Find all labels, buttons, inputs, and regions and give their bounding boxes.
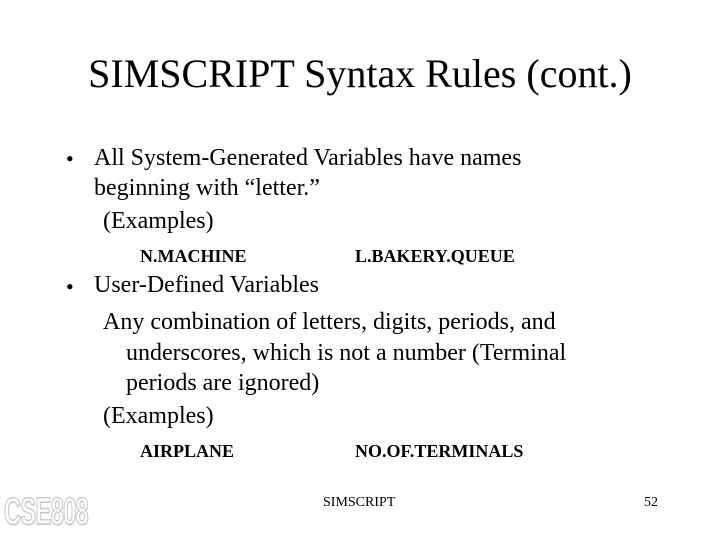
bullet-marker: • <box>66 146 74 171</box>
example-user-variable-2: NO.OF.TERMINALS <box>355 441 524 461</box>
bullet1-line2: beginning with “letter.” <box>94 175 320 201</box>
bullet2-line4: periods are ignored) <box>126 370 320 396</box>
example-system-variable-1: N.MACHINE <box>140 246 247 266</box>
bullet2-examples-label: (Examples) <box>103 403 214 429</box>
bullet-marker: • <box>66 274 74 299</box>
footer-title: SIMSCRIPT <box>323 495 396 510</box>
slide-title: SIMSCRIPT Syntax Rules (cont.) <box>88 51 632 96</box>
bullet1-examples-label: (Examples) <box>103 208 214 234</box>
slide-number: 52 <box>644 495 658 510</box>
example-user-variable-1: AIRPLANE <box>140 441 235 461</box>
course-logo: CSE808 <box>4 491 89 533</box>
bullet1-line1: All System-Generated Variables have names <box>94 145 522 171</box>
bullet2-line3: underscores, which is not a number (Terminal <box>126 340 567 366</box>
bullet2-line1: User-Defined Variables <box>94 272 319 298</box>
example-system-variable-2: L.BAKERY.QUEUE <box>355 246 515 266</box>
bullet2-line2: Any combination of letters, digits, periods, and <box>103 309 556 335</box>
